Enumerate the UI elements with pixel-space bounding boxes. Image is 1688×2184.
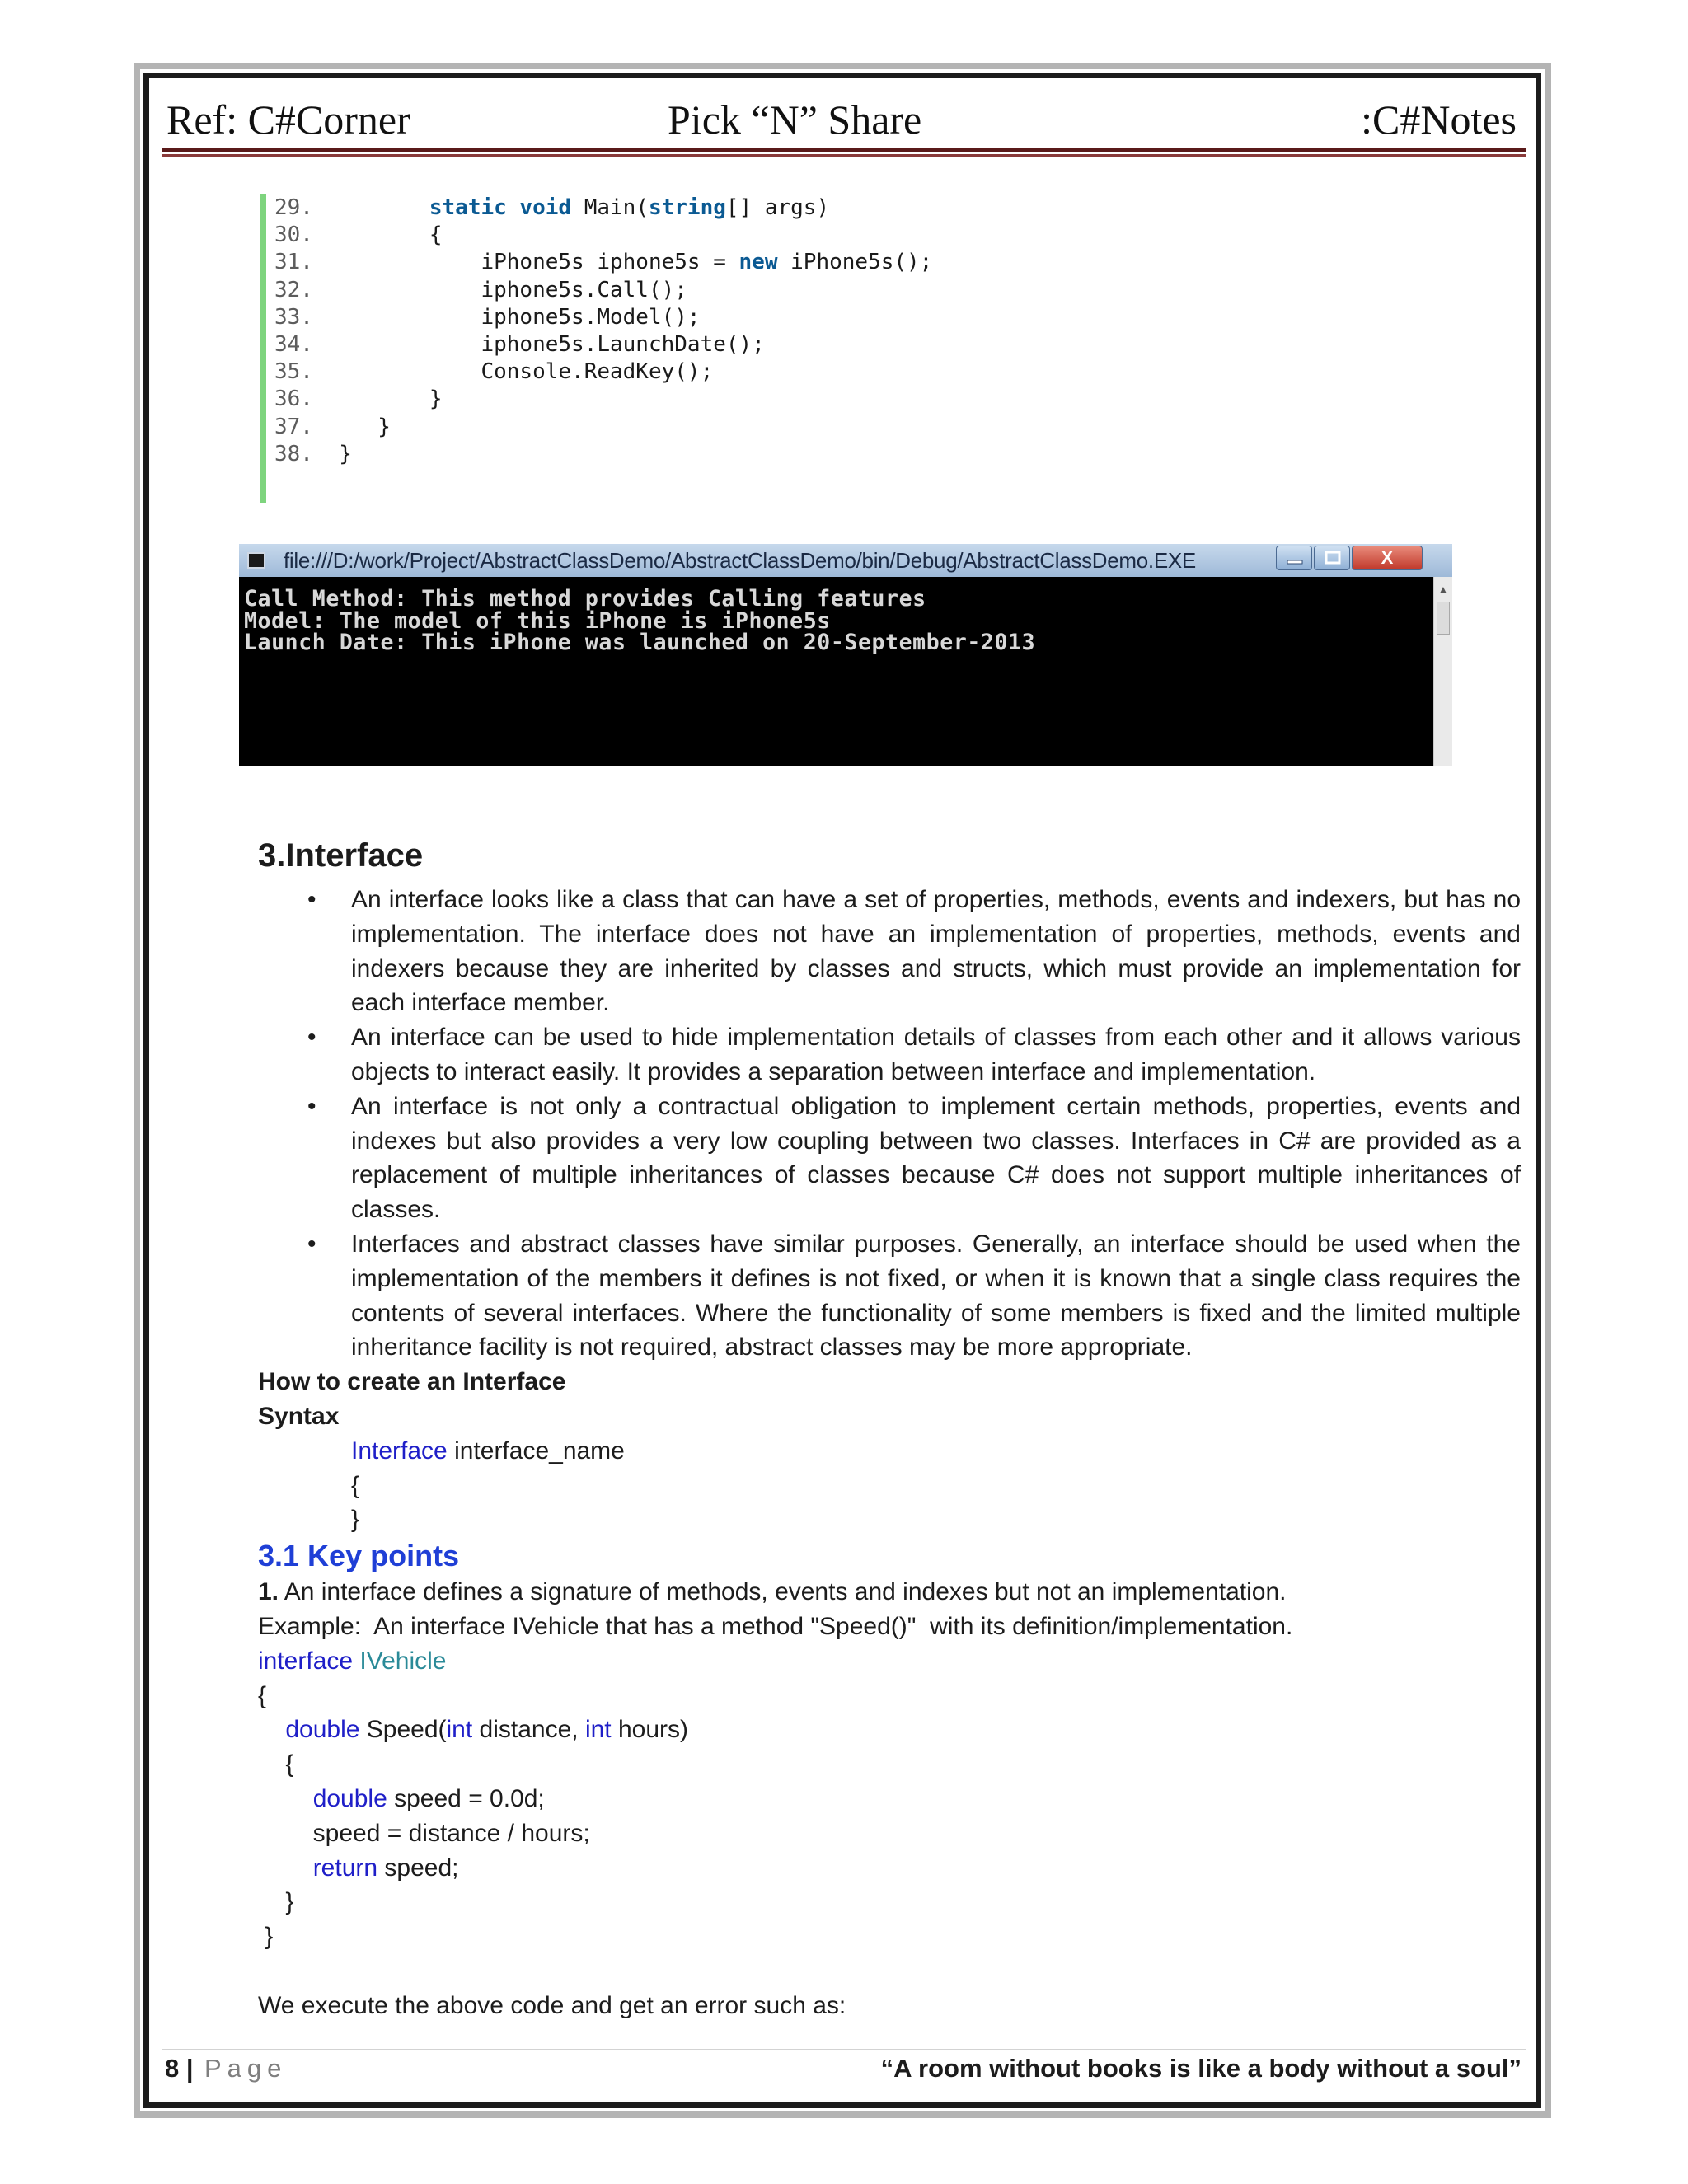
example-text: Example: An interface IVehicle that has a method "Speed()" with its definition/implementation. [258,1612,1293,1640]
code-text: Console.ReadKey(); [326,359,714,385]
code-keyword: interface [258,1647,354,1675]
code-text: iphone5s.Model(); [326,304,701,330]
code-listing-line [274,331,1099,359]
console-scrollbar[interactable] [1433,577,1452,766]
header-ref: Ref: C#Corner [166,96,410,143]
code-text: Speed( [359,1716,447,1744]
header-rule-secondary [162,154,1526,157]
key-point-1 [258,1575,1521,1610]
console-line: Model: The model of this iPhone is iPhone5s [244,607,831,634]
line-number: 29. [274,195,313,220]
code-text: { [326,223,443,248]
code-line-3 [258,1713,1521,1747]
code-listing-line [274,386,1099,413]
console-line: Launch Date: This iPhone was launched on 20-September-2013 [244,630,1036,655]
code-line-6: speed = distance / hours; [258,1819,590,1847]
code-listing-line [274,359,1099,386]
maximize-button[interactable] [1314,546,1350,570]
line-number: 30. [274,223,313,248]
scroll-up-icon[interactable]: ▲ [1438,583,1448,595]
syntax-close-brace: } [351,1506,360,1534]
code-text: } [326,441,352,466]
code-text: } [326,387,443,412]
console-app-icon[interactable] [247,552,265,569]
syntax-keyword: Interface [351,1436,448,1465]
syntax-label: Syntax [258,1402,340,1430]
code-keyword: double [312,1784,387,1812]
bullet-item [258,883,1521,1020]
code-indent [258,1785,313,1812]
code-text: [] args) [725,195,830,220]
code-text: iPhone5s(); [777,250,933,275]
bullet-text: An interface is not only a contractual obligation to implement certain methods, properties, events and indexes but also provides a very low coupling between two classes. Interfaces in C# are provided as a replacement of multiple inheritances of classes because C# does not support multiple inheritances of classes. [351,1092,1521,1224]
console-window [239,544,1452,766]
console-title: file:///D:/work/Project/AbstractClassDemo/AbstractClassDemo/bin/Debug/AbstractClassDemo.EXE [284,548,1196,573]
code-listing-line [274,304,1099,331]
bullet-dot: • [307,1024,316,1052]
main-content [258,828,1521,2023]
code-keyword: static void [429,195,572,220]
page-number: 8 | [165,2054,194,2083]
code-text: distance, [472,1716,585,1744]
bullet-text: An interface looks like a class that can have a set of properties, methods, events and indexers, but has no implementation. The interface does not have an implementation of properties, methods, events and indexers because they are inherited by classes and structs, which must provide an implementation for each interface member. [351,886,1521,1017]
code-text: hours) [611,1716,689,1744]
code-listing [260,194,1099,503]
code-line-4: { [258,1750,294,1779]
code-text: iphone5s.Call(); [326,277,687,302]
code-listing-line [274,441,1099,468]
line-number: 36. [274,387,313,412]
code-indent [258,1716,285,1743]
bullet-text: An interface can be used to hide implementation details of classes from each other and it allows various objects to interact easily. It provides a separation between interface and implementation. [351,1024,1521,1085]
code-keyword: return [312,1854,378,1882]
key-points-title: 3.1 Key points [258,1539,460,1573]
code-type-name: IVehicle [353,1647,447,1675]
minimize-icon [1277,546,1313,569]
page-footer [165,2054,1522,2087]
code-listing-line [274,194,1099,222]
code-text: speed = 0.0d; [387,1784,545,1812]
syntax-name: interface_name [447,1436,625,1465]
code-keyword: int [584,1716,612,1744]
line-number: 32. [274,277,313,302]
line-number: 38. [274,441,313,466]
code-listing-line [274,222,1099,249]
code-indent [258,1854,313,1882]
console-line: Call Method: This method provides Calling features [244,586,926,612]
console-output [244,588,1431,654]
code-keyword: new [738,250,778,275]
page-label: Page [204,2054,288,2083]
code-listing-line [274,414,1099,441]
code-keyword: double [285,1716,360,1744]
code-listing-line [274,249,1099,276]
code-line-7 [258,1851,1521,1886]
minimize-button[interactable] [1276,546,1312,570]
bullet-dot: • [307,1230,316,1258]
code-listing-line [274,277,1099,304]
line-number: 35. [274,359,313,385]
code-line-8: } [258,1888,294,1916]
footer-rule [162,2049,1526,2050]
code-text: } [326,414,391,439]
code-line-9: } [258,1923,274,1951]
line-number: 37. [274,414,313,439]
key-point-text: An interface defines a signature of methods, events and indexes but not an implementation. [279,1578,1287,1606]
key-point-number: 1. [258,1578,279,1606]
bullet-text: Interfaces and abstract classes have similar purposes. Generally, an interface should be used when the implementation of the members it defines is not fixed, or when it is known that a single class requires the contents of several interfaces. Where the functionality of some members is fixed and the limited multiple inheritance facility is not required, abstract classes may be more appropriate. [351,1230,1521,1361]
line-number: 34. [274,331,313,357]
line-number: 31. [274,250,313,275]
syntax-open-brace: { [351,1471,360,1499]
interface-bullets [258,883,1521,1365]
code-text: speed; [377,1854,459,1882]
footer-quote: “A room without books is like a body without a soul” [880,2054,1522,2083]
code-text [326,195,429,220]
code-keyword: int [446,1716,473,1744]
syntax-line [258,1434,1521,1469]
console-titlebar[interactable] [239,544,1452,577]
closing-text: We execute the above code and get an error such as: [258,1991,846,2019]
how-to-heading: How to create an Interface [258,1368,566,1396]
code-text: iPhone5s iphone5s = [326,250,739,275]
bullet-dot: • [307,886,316,913]
header-notes: :C#Notes [1361,96,1517,143]
code-line-1 [258,1644,1521,1679]
scroll-thumb[interactable] [1437,602,1450,635]
code-line-5 [258,1782,1521,1816]
code-text: iphone5s.LaunchDate(); [326,331,765,357]
section-title: 3.Interface [258,837,424,874]
code-keyword: string [648,195,726,220]
code-line-2: { [258,1681,267,1709]
page-header [165,92,1526,150]
bullet-dot: • [307,1092,316,1120]
header-title: Pick “N” Share [668,96,922,143]
bullet-item [258,1227,1521,1365]
code-text: Main( [571,195,649,220]
header-rule [162,148,1526,152]
close-icon: X [1381,547,1394,568]
bullet-item [258,1090,1521,1227]
maximize-icon [1315,546,1351,569]
close-button[interactable] [1352,546,1423,570]
line-number: 33. [274,304,313,330]
bullet-item [258,1020,1521,1090]
